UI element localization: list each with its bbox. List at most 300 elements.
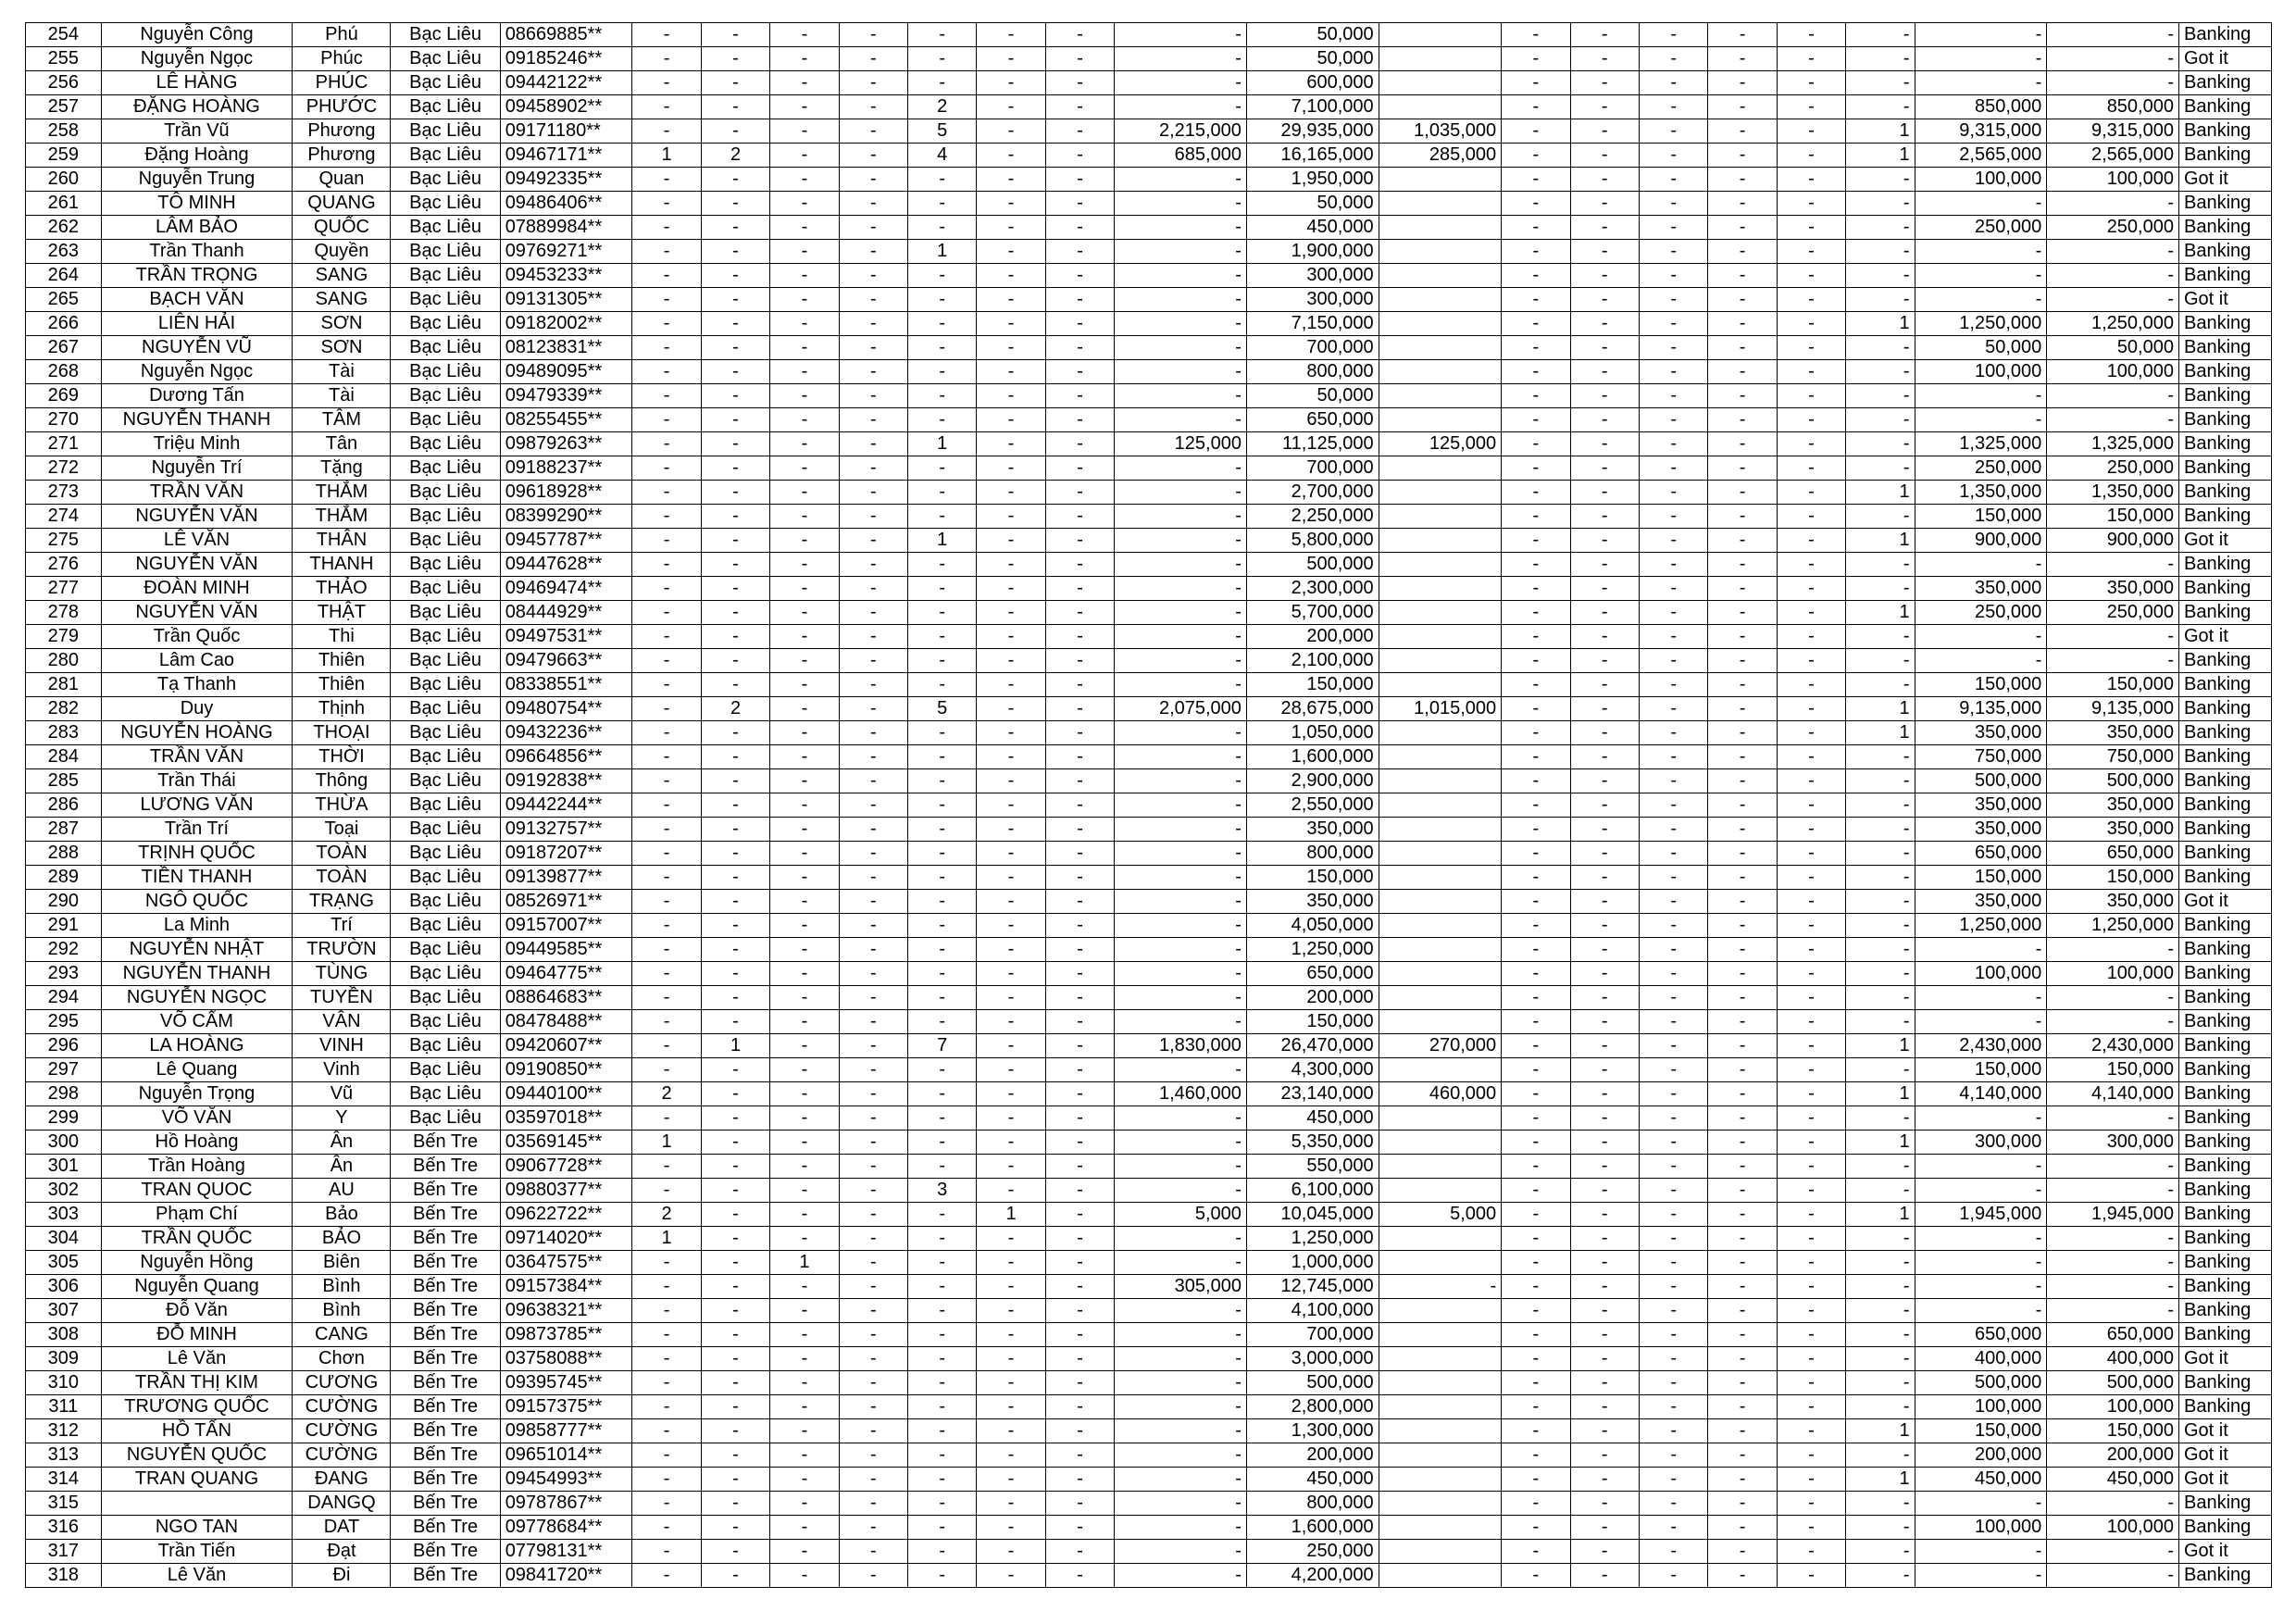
cell-q2: - bbox=[701, 216, 769, 240]
cell-d5: - bbox=[1777, 1179, 1845, 1203]
cell-d5: - bbox=[1777, 119, 1845, 144]
cell-d1: - bbox=[1502, 408, 1570, 432]
cell-no: 256 bbox=[26, 71, 102, 95]
cell-a1: - bbox=[1115, 1347, 1247, 1371]
cell-q3: - bbox=[770, 216, 839, 240]
cell-d6: - bbox=[1846, 192, 1915, 216]
cell-q6: - bbox=[977, 456, 1045, 481]
cell-d5: - bbox=[1777, 818, 1845, 842]
cell-method: Got it bbox=[2178, 1347, 2271, 1371]
cell-a1: - bbox=[1115, 649, 1247, 673]
cell-q2: 1 bbox=[701, 1034, 769, 1058]
cell-b2: 2,430,000 bbox=[2047, 1034, 2179, 1058]
cell-province: Bạc Liêu bbox=[391, 986, 500, 1010]
cell-no: 295 bbox=[26, 1010, 102, 1034]
cell-q7: - bbox=[1045, 1443, 1114, 1468]
cell-q6: - bbox=[977, 866, 1045, 890]
table-row bbox=[26, 842, 2272, 866]
cell-last: TUYỀN bbox=[293, 986, 391, 1010]
cell-q6: - bbox=[977, 529, 1045, 553]
cell-first: NGUYỄN VĂN bbox=[101, 553, 293, 577]
cell-q1: - bbox=[632, 288, 701, 312]
cell-q1: - bbox=[632, 1371, 701, 1395]
cell-d5: - bbox=[1777, 962, 1845, 986]
cell-d3: - bbox=[1639, 360, 1707, 384]
cell-d1: - bbox=[1502, 769, 1570, 793]
cell-q7: - bbox=[1045, 408, 1114, 432]
cell-d2: - bbox=[1570, 144, 1639, 168]
cell-a3 bbox=[1379, 649, 1502, 673]
cell-a2: 1,300,000 bbox=[1246, 1419, 1379, 1443]
cell-no: 314 bbox=[26, 1468, 102, 1492]
cell-a1: - bbox=[1115, 1227, 1247, 1251]
cell-d1: - bbox=[1502, 649, 1570, 673]
cell-a2: 50,000 bbox=[1246, 192, 1379, 216]
cell-q5: - bbox=[908, 866, 977, 890]
cell-d6: - bbox=[1846, 769, 1915, 793]
cell-no: 309 bbox=[26, 1347, 102, 1371]
cell-a2: 700,000 bbox=[1246, 336, 1379, 360]
cell-q5: 5 bbox=[908, 119, 977, 144]
cell-q3: - bbox=[770, 1082, 839, 1106]
cell-q4: - bbox=[839, 986, 907, 1010]
cell-d1: - bbox=[1502, 890, 1570, 914]
cell-a2: 800,000 bbox=[1246, 842, 1379, 866]
cell-a3: - bbox=[1379, 1275, 1502, 1299]
cell-method: Banking bbox=[2178, 553, 2271, 577]
cell-d5: - bbox=[1777, 1275, 1845, 1299]
cell-d2: - bbox=[1570, 384, 1639, 408]
cell-last: Tài bbox=[293, 384, 391, 408]
cell-a3 bbox=[1379, 625, 1502, 649]
cell-q6: - bbox=[977, 1564, 1045, 1588]
cell-a3: 125,000 bbox=[1379, 432, 1502, 456]
table-row bbox=[26, 1347, 2272, 1371]
cell-d1: - bbox=[1502, 95, 1570, 119]
cell-province: Bến Tre bbox=[391, 1179, 500, 1203]
cell-last: CANG bbox=[293, 1323, 391, 1347]
cell-q6: - bbox=[977, 1419, 1045, 1443]
cell-a3 bbox=[1379, 529, 1502, 553]
cell-a3 bbox=[1379, 842, 1502, 866]
cell-last: CƯƠNG bbox=[293, 1371, 391, 1395]
cell-a1: - bbox=[1115, 1299, 1247, 1323]
cell-q3: - bbox=[770, 432, 839, 456]
cell-d4: - bbox=[1708, 793, 1777, 818]
cell-b2: - bbox=[2047, 1564, 2179, 1588]
cell-a1: - bbox=[1115, 216, 1247, 240]
cell-q1: - bbox=[632, 1275, 701, 1299]
cell-method: Banking bbox=[2178, 481, 2271, 505]
cell-province: Bến Tre bbox=[391, 1540, 500, 1564]
cell-q1: - bbox=[632, 240, 701, 264]
cell-phone: 09192838** bbox=[500, 769, 632, 793]
cell-d6: - bbox=[1846, 1275, 1915, 1299]
cell-b2: 350,000 bbox=[2047, 577, 2179, 601]
cell-q7: - bbox=[1045, 1299, 1114, 1323]
cell-method: Banking bbox=[2178, 842, 2271, 866]
cell-no: 282 bbox=[26, 697, 102, 721]
cell-a1: - bbox=[1115, 553, 1247, 577]
cell-d6: - bbox=[1846, 47, 1915, 71]
cell-d3: - bbox=[1639, 1540, 1707, 1564]
cell-province: Bến Tre bbox=[391, 1275, 500, 1299]
cell-a1: - bbox=[1115, 673, 1247, 697]
cell-d1: - bbox=[1502, 384, 1570, 408]
cell-method: Banking bbox=[2178, 818, 2271, 842]
cell-phone: 07798131** bbox=[500, 1540, 632, 1564]
cell-d1: - bbox=[1502, 1251, 1570, 1275]
cell-d2: - bbox=[1570, 553, 1639, 577]
cell-last: THỪA bbox=[293, 793, 391, 818]
cell-d6: 1 bbox=[1846, 1419, 1915, 1443]
cell-a2: 1,600,000 bbox=[1246, 1516, 1379, 1540]
cell-a3 bbox=[1379, 71, 1502, 95]
cell-q6: - bbox=[977, 1034, 1045, 1058]
cell-b1: 250,000 bbox=[1915, 601, 2047, 625]
cell-q1: - bbox=[632, 673, 701, 697]
cell-b1: - bbox=[1915, 649, 2047, 673]
cell-method: Banking bbox=[2178, 601, 2271, 625]
cell-d5: - bbox=[1777, 1347, 1845, 1371]
cell-q4: - bbox=[839, 505, 907, 529]
cell-d5: - bbox=[1777, 1371, 1845, 1395]
cell-d2: - bbox=[1570, 601, 1639, 625]
cell-d4: - bbox=[1708, 1251, 1777, 1275]
cell-d6: - bbox=[1846, 745, 1915, 769]
cell-q6: - bbox=[977, 312, 1045, 336]
cell-q5: 7 bbox=[908, 1034, 977, 1058]
cell-q4: - bbox=[839, 144, 907, 168]
cell-q1: - bbox=[632, 1251, 701, 1275]
cell-last: Bình bbox=[293, 1275, 391, 1299]
cell-d4: - bbox=[1708, 601, 1777, 625]
cell-d4: - bbox=[1708, 119, 1777, 144]
cell-last: CƯỜNG bbox=[293, 1419, 391, 1443]
table-row bbox=[26, 745, 2272, 769]
cell-province: Bạc Liêu bbox=[391, 625, 500, 649]
table-row bbox=[26, 793, 2272, 818]
cell-q7: - bbox=[1045, 1058, 1114, 1082]
cell-d1: - bbox=[1502, 938, 1570, 962]
cell-d4: - bbox=[1708, 23, 1777, 47]
cell-d1: - bbox=[1502, 1395, 1570, 1419]
cell-b1: - bbox=[1915, 1106, 2047, 1131]
cell-q7: - bbox=[1045, 360, 1114, 384]
table-row bbox=[26, 769, 2272, 793]
cell-d4: - bbox=[1708, 1106, 1777, 1131]
cell-q3: - bbox=[770, 1106, 839, 1131]
cell-d4: - bbox=[1708, 553, 1777, 577]
cell-q2: - bbox=[701, 288, 769, 312]
cell-phone: 08526971** bbox=[500, 890, 632, 914]
cell-a3 bbox=[1379, 47, 1502, 71]
cell-no: 261 bbox=[26, 192, 102, 216]
cell-province: Bạc Liêu bbox=[391, 288, 500, 312]
table-row bbox=[26, 649, 2272, 673]
cell-d2: - bbox=[1570, 769, 1639, 793]
cell-q6: - bbox=[977, 890, 1045, 914]
table-row bbox=[26, 1155, 2272, 1179]
cell-q1: - bbox=[632, 505, 701, 529]
cell-q1: - bbox=[632, 986, 701, 1010]
cell-a2: 10,045,000 bbox=[1246, 1203, 1379, 1227]
cell-q6: - bbox=[977, 47, 1045, 71]
cell-a2: 200,000 bbox=[1246, 986, 1379, 1010]
cell-d4: - bbox=[1708, 216, 1777, 240]
cell-q3: - bbox=[770, 601, 839, 625]
cell-q1: - bbox=[632, 360, 701, 384]
cell-d5: - bbox=[1777, 793, 1845, 818]
cell-q1: - bbox=[632, 769, 701, 793]
cell-d2: - bbox=[1570, 1492, 1639, 1516]
cell-first: TÔ MINH bbox=[101, 192, 293, 216]
cell-d2: - bbox=[1570, 649, 1639, 673]
cell-b2: 100,000 bbox=[2047, 168, 2179, 192]
cell-a3 bbox=[1379, 938, 1502, 962]
cell-q7: - bbox=[1045, 529, 1114, 553]
cell-d2: - bbox=[1570, 192, 1639, 216]
cell-b1: 4,140,000 bbox=[1915, 1082, 2047, 1106]
cell-b2: - bbox=[2047, 1275, 2179, 1299]
payout-table bbox=[25, 22, 2272, 1588]
cell-d3: - bbox=[1639, 1203, 1707, 1227]
cell-phone: 09486406** bbox=[500, 192, 632, 216]
cell-no: 316 bbox=[26, 1516, 102, 1540]
cell-d4: - bbox=[1708, 1131, 1777, 1155]
cell-b2: 1,945,000 bbox=[2047, 1203, 2179, 1227]
cell-no: 276 bbox=[26, 553, 102, 577]
cell-a1: - bbox=[1115, 1058, 1247, 1082]
cell-q7: - bbox=[1045, 1564, 1114, 1588]
cell-d4: - bbox=[1708, 745, 1777, 769]
cell-d2: - bbox=[1570, 793, 1639, 818]
table-row bbox=[26, 505, 2272, 529]
cell-b2: 450,000 bbox=[2047, 1468, 2179, 1492]
cell-q2: - bbox=[701, 1371, 769, 1395]
table-row bbox=[26, 1106, 2272, 1131]
cell-d3: - bbox=[1639, 721, 1707, 745]
cell-d2: - bbox=[1570, 962, 1639, 986]
cell-province: Bạc Liêu bbox=[391, 818, 500, 842]
cell-q1: - bbox=[632, 47, 701, 71]
cell-b1: - bbox=[1915, 1227, 2047, 1251]
cell-no: 274 bbox=[26, 505, 102, 529]
table-row bbox=[26, 1564, 2272, 1588]
cell-last: TOÀN bbox=[293, 866, 391, 890]
cell-d1: - bbox=[1502, 1010, 1570, 1034]
cell-no: 266 bbox=[26, 312, 102, 336]
cell-method: Got it bbox=[2178, 1419, 2271, 1443]
cell-d6: 1 bbox=[1846, 1468, 1915, 1492]
table-row bbox=[26, 1058, 2272, 1082]
cell-a1: - bbox=[1115, 240, 1247, 264]
cell-q2: - bbox=[701, 914, 769, 938]
cell-a1: - bbox=[1115, 192, 1247, 216]
cell-q3: - bbox=[770, 697, 839, 721]
cell-q2: - bbox=[701, 866, 769, 890]
cell-b2: 9,315,000 bbox=[2047, 119, 2179, 144]
cell-no: 315 bbox=[26, 1492, 102, 1516]
cell-d3: - bbox=[1639, 842, 1707, 866]
cell-q6: - bbox=[977, 360, 1045, 384]
cell-a1: - bbox=[1115, 1419, 1247, 1443]
table-row bbox=[26, 986, 2272, 1010]
cell-b1: 9,135,000 bbox=[1915, 697, 2047, 721]
cell-q2: - bbox=[701, 71, 769, 95]
cell-d4: - bbox=[1708, 360, 1777, 384]
cell-q6: - bbox=[977, 1131, 1045, 1155]
table-row bbox=[26, 938, 2272, 962]
cell-q5: - bbox=[908, 1468, 977, 1492]
cell-q5: - bbox=[908, 47, 977, 71]
cell-q5: 2 bbox=[908, 95, 977, 119]
cell-q2: - bbox=[701, 986, 769, 1010]
cell-phone: 09442122** bbox=[500, 71, 632, 95]
table-row bbox=[26, 1251, 2272, 1275]
cell-q2: 2 bbox=[701, 697, 769, 721]
cell-no: 308 bbox=[26, 1323, 102, 1347]
cell-d6: - bbox=[1846, 962, 1915, 986]
cell-d6: - bbox=[1846, 264, 1915, 288]
cell-a3 bbox=[1379, 890, 1502, 914]
cell-b2: 100,000 bbox=[2047, 360, 2179, 384]
cell-q4: - bbox=[839, 1419, 907, 1443]
cell-d5: - bbox=[1777, 1106, 1845, 1131]
cell-d4: - bbox=[1708, 288, 1777, 312]
cell-q7: - bbox=[1045, 288, 1114, 312]
cell-d1: - bbox=[1502, 1347, 1570, 1371]
cell-d2: - bbox=[1570, 1227, 1639, 1251]
cell-d3: - bbox=[1639, 1275, 1707, 1299]
cell-q4: - bbox=[839, 336, 907, 360]
cell-d3: - bbox=[1639, 1323, 1707, 1347]
cell-b2: - bbox=[2047, 1106, 2179, 1131]
cell-phone: 09171180** bbox=[500, 119, 632, 144]
cell-first: Nguyễn Trọng bbox=[101, 1082, 293, 1106]
cell-a3 bbox=[1379, 793, 1502, 818]
cell-last: Thông bbox=[293, 769, 391, 793]
cell-a3 bbox=[1379, 866, 1502, 890]
cell-q1: - bbox=[632, 721, 701, 745]
cell-last: QUỐC bbox=[293, 216, 391, 240]
cell-q4: - bbox=[839, 769, 907, 793]
cell-a2: 3,000,000 bbox=[1246, 1347, 1379, 1371]
cell-q6: - bbox=[977, 168, 1045, 192]
cell-d1: - bbox=[1502, 1468, 1570, 1492]
cell-q3: - bbox=[770, 1010, 839, 1034]
cell-d6: - bbox=[1846, 1323, 1915, 1347]
cell-b2: 150,000 bbox=[2047, 1419, 2179, 1443]
cell-b2: 500,000 bbox=[2047, 1371, 2179, 1395]
cell-a2: 650,000 bbox=[1246, 962, 1379, 986]
cell-d2: - bbox=[1570, 1419, 1639, 1443]
cell-q2: 2 bbox=[701, 144, 769, 168]
cell-q4: - bbox=[839, 432, 907, 456]
cell-a1: 685,000 bbox=[1115, 144, 1247, 168]
cell-a1: 5,000 bbox=[1115, 1203, 1247, 1227]
table-row bbox=[26, 95, 2272, 119]
cell-q3: 1 bbox=[770, 1251, 839, 1275]
cell-q6: 1 bbox=[977, 1203, 1045, 1227]
cell-no: 292 bbox=[26, 938, 102, 962]
cell-province: Bạc Liêu bbox=[391, 529, 500, 553]
cell-b2: 500,000 bbox=[2047, 769, 2179, 793]
cell-a1: - bbox=[1115, 914, 1247, 938]
cell-d6: 1 bbox=[1846, 1082, 1915, 1106]
cell-d4: - bbox=[1708, 1443, 1777, 1468]
cell-q4: - bbox=[839, 1203, 907, 1227]
cell-a3 bbox=[1379, 288, 1502, 312]
cell-d6: - bbox=[1846, 360, 1915, 384]
cell-b1: - bbox=[1915, 264, 2047, 288]
table-row bbox=[26, 721, 2272, 745]
cell-q4: - bbox=[839, 649, 907, 673]
cell-q3: - bbox=[770, 481, 839, 505]
cell-q7: - bbox=[1045, 47, 1114, 71]
cell-q7: - bbox=[1045, 553, 1114, 577]
cell-q3: - bbox=[770, 168, 839, 192]
cell-last: TRƯỜN bbox=[293, 938, 391, 962]
cell-b2: 2,565,000 bbox=[2047, 144, 2179, 168]
cell-d5: - bbox=[1777, 769, 1845, 793]
cell-phone: 08123831** bbox=[500, 336, 632, 360]
cell-d3: - bbox=[1639, 1058, 1707, 1082]
cell-province: Bạc Liêu bbox=[391, 721, 500, 745]
cell-d3: - bbox=[1639, 1443, 1707, 1468]
cell-method: Got it bbox=[2178, 47, 2271, 71]
cell-q7: - bbox=[1045, 505, 1114, 529]
cell-first: BẠCH VĂN bbox=[101, 288, 293, 312]
cell-phone: 09454993** bbox=[500, 1468, 632, 1492]
cell-method: Banking bbox=[2178, 1082, 2271, 1106]
cell-b1: 450,000 bbox=[1915, 1468, 2047, 1492]
cell-q1: - bbox=[632, 793, 701, 818]
cell-a3 bbox=[1379, 962, 1502, 986]
cell-q2: - bbox=[701, 1203, 769, 1227]
cell-q4: - bbox=[839, 119, 907, 144]
cell-method: Banking bbox=[2178, 1155, 2271, 1179]
cell-q5: 3 bbox=[908, 1179, 977, 1203]
table-row bbox=[26, 1419, 2272, 1443]
cell-a2: 700,000 bbox=[1246, 1323, 1379, 1347]
cell-q1: - bbox=[632, 1419, 701, 1443]
cell-b1: - bbox=[1915, 553, 2047, 577]
cell-b2: - bbox=[2047, 625, 2179, 649]
cell-a1: 2,075,000 bbox=[1115, 697, 1247, 721]
cell-d4: - bbox=[1708, 1516, 1777, 1540]
cell-d1: - bbox=[1502, 986, 1570, 1010]
cell-d6: - bbox=[1846, 818, 1915, 842]
cell-province: Bến Tre bbox=[391, 1492, 500, 1516]
table-row bbox=[26, 962, 2272, 986]
cell-q3: - bbox=[770, 144, 839, 168]
cell-province: Bạc Liêu bbox=[391, 432, 500, 456]
cell-q5: - bbox=[908, 1347, 977, 1371]
table-row bbox=[26, 1131, 2272, 1155]
cell-first: LÊ VĂN bbox=[101, 529, 293, 553]
cell-province: Bạc Liêu bbox=[391, 71, 500, 95]
cell-last: Ân bbox=[293, 1131, 391, 1155]
cell-province: Bạc Liêu bbox=[391, 1034, 500, 1058]
cell-q1: - bbox=[632, 1540, 701, 1564]
cell-d4: - bbox=[1708, 1323, 1777, 1347]
cell-a1: - bbox=[1115, 986, 1247, 1010]
cell-d3: - bbox=[1639, 168, 1707, 192]
cell-d4: - bbox=[1708, 1034, 1777, 1058]
cell-a2: 1,900,000 bbox=[1246, 240, 1379, 264]
cell-q2: - bbox=[701, 264, 769, 288]
